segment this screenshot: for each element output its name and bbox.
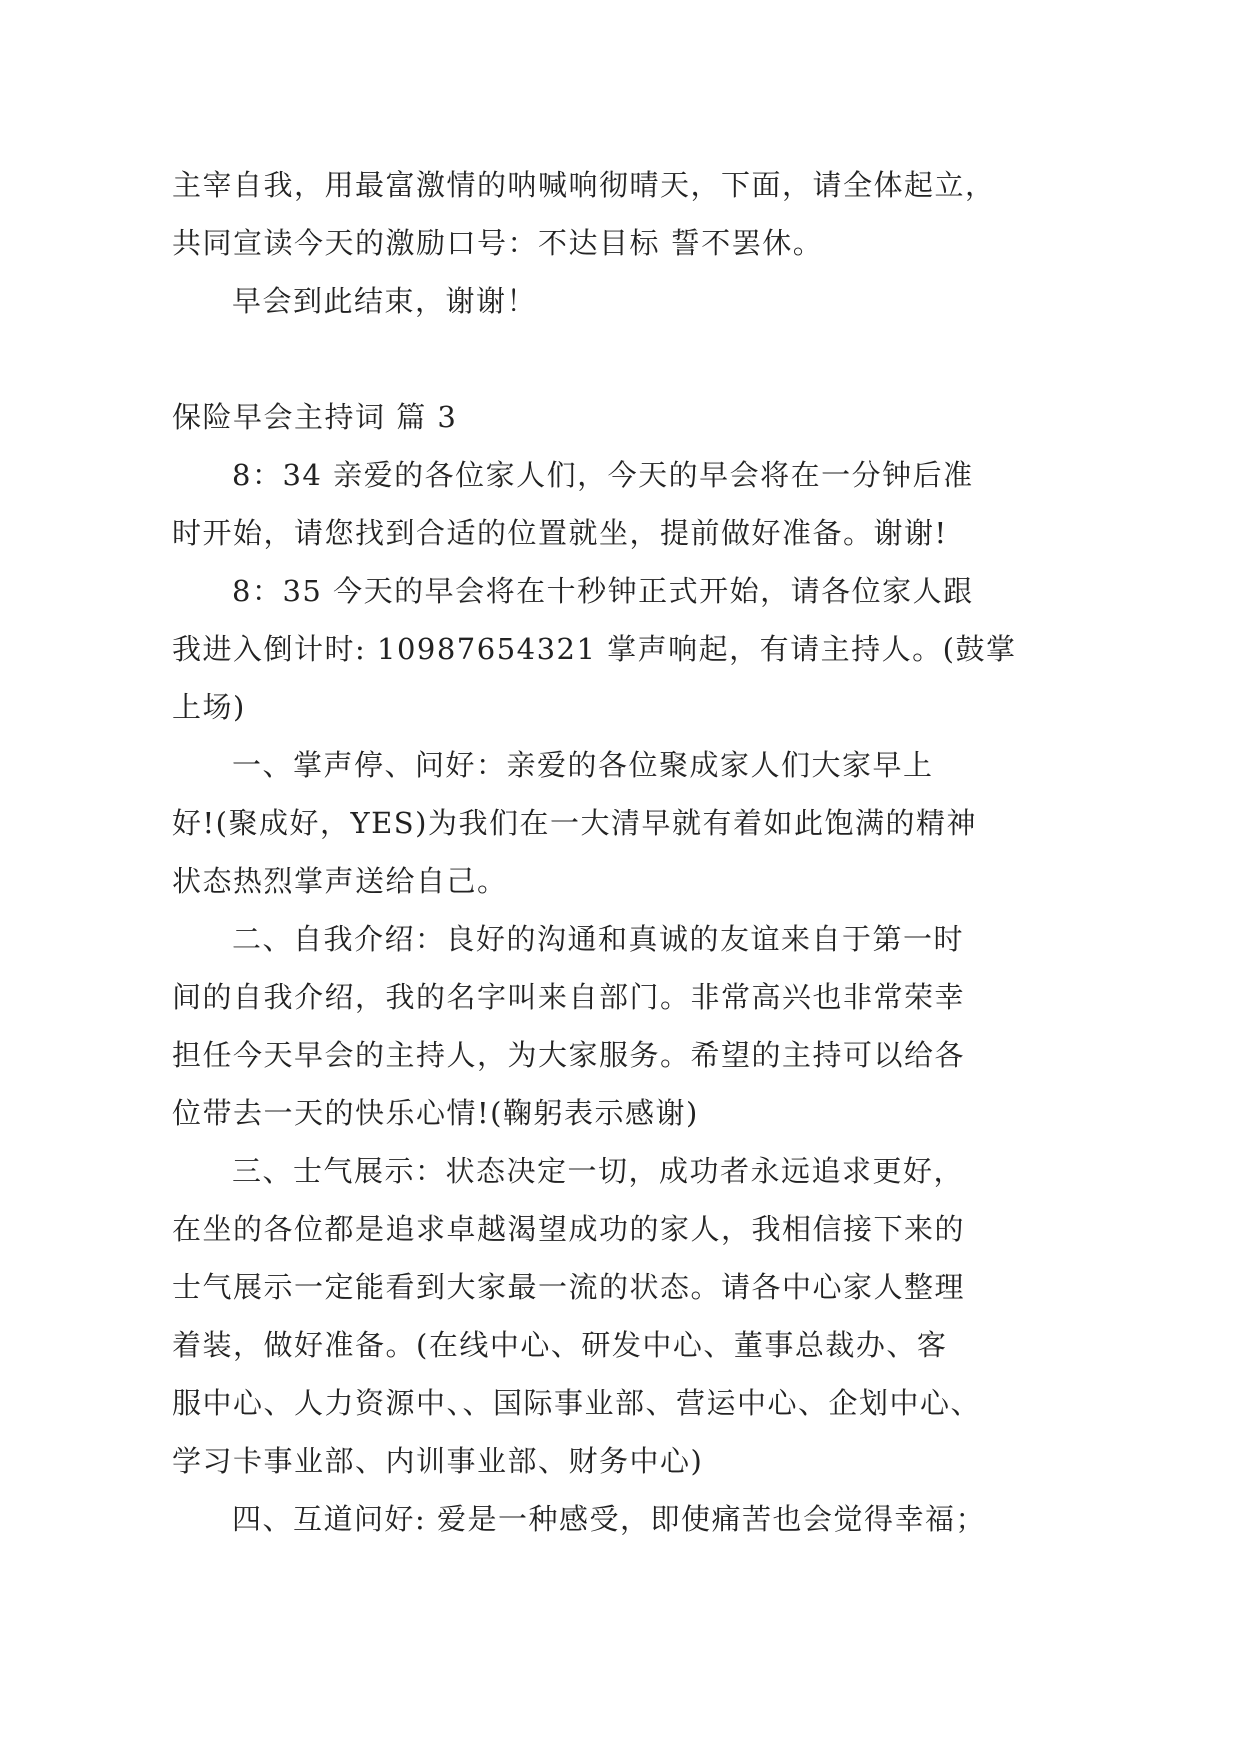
paragraph [172, 446, 1072, 562]
text-line: 在坐的各位都是追求卓越渴望成功的家人，我相信接下来的 [172, 1212, 966, 1246]
text-line: 一、掌声停、问好：亲爱的各位聚成家人们大家早上 [232, 748, 934, 782]
text-line: 共同宣读今天的激励口号：不达目标 誓不罢休。 [172, 226, 824, 260]
text-line: 服中心、人力资源中、、国际事业部、营运中心、企划中心、 [172, 1386, 982, 1420]
text-line: 士气展示一定能看到大家最一流的状态。请各中心家人整理 [172, 1270, 966, 1304]
text-line: 主宰自我，用最富激情的呐喊响彻晴天，下面，请全体起立， [172, 168, 996, 202]
paragraph [172, 156, 1072, 272]
text-line: 学习卡事业部、内训事业部、财务中心) [172, 1444, 704, 1478]
text-line: 状态热烈掌声送给自己。 [172, 864, 508, 898]
paragraph [172, 1142, 1072, 1490]
text-line: 上场) [172, 690, 246, 724]
text-line: 好!(聚成好，YES)为我们在一大清早就有着如此饱满的精神 [172, 806, 977, 840]
text-line: 着装，做好准备。(在线中心、研发中心、董事总裁办、客 [172, 1328, 948, 1362]
text-line: 担任今天早会的主持人，为大家服务。希望的主持可以给各 [172, 1038, 966, 1072]
text-line: 位带去一天的快乐心情!(鞠躬表示感谢) [172, 1096, 699, 1130]
paragraph [172, 910, 1072, 1142]
text-line: 我进入倒计时: 10987654321 掌声响起，有请主持人。(鼓掌 [172, 632, 1017, 666]
text-line: 四、互道问好: 爱是一种感受，即使痛苦也会觉得幸福； [232, 1502, 986, 1536]
document-body [172, 156, 1072, 1548]
paragraph [172, 1490, 1072, 1548]
text-line: 间的自我介绍，我的名字叫来自部门。非常高兴也非常荣幸 [172, 980, 966, 1014]
text-line: 二、自我介绍：良好的沟通和真诚的友谊来自于第一时 [232, 922, 965, 956]
paragraph [172, 272, 1072, 330]
paragraph [172, 736, 1072, 910]
text-line: 早会到此结束，谢谢！ [232, 284, 538, 318]
text-line: 8：34 亲爱的各位家人们，今天的早会将在一分钟后准 [232, 458, 974, 492]
paragraph [172, 562, 1072, 736]
text-line: 时开始，请您找到合适的位置就坐，提前做好准备。谢谢! [172, 516, 948, 550]
section-heading: 保险早会主持词 篇 3 [172, 400, 458, 434]
text-line: 8：35 今天的早会将在十秒钟正式开始，请各位家人跟 [232, 574, 974, 608]
paragraph-spacer [172, 330, 1072, 388]
text-line: 三、士气展示：状态决定一切，成功者永远追求更好， [232, 1154, 965, 1188]
